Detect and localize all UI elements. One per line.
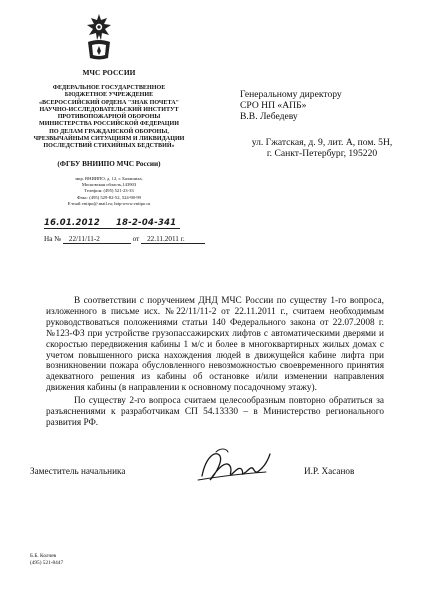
- ref-prefix: На №: [44, 235, 62, 243]
- executor-name: Б.Б. Колчев: [30, 553, 57, 559]
- executor-info: [30, 553, 63, 567]
- body-paragraph: По существу 2-го вопроса считаем целесообразным повторно обратиться за разъяснениями к разработчикам СП 54.13330 – в Министерство регионального развития РФ.: [46, 396, 384, 428]
- registration-number: 18-2-04-341: [116, 217, 177, 227]
- addressee-line: В.В. Лебедеву: [240, 111, 298, 122]
- letter-body: [46, 296, 384, 429]
- emchs-emblem-icon: [84, 12, 114, 62]
- org-line: ПО ДЕЛАМ ГРАЖДАНСКОЙ ОБОРОНЫ,: [49, 128, 169, 135]
- address-line: Факс: (495) 529-82-52, 524-98-99: [77, 194, 141, 200]
- ref-from: от: [132, 235, 140, 243]
- address-line: мкр. ВНИИПО, д. 12, г. Балашиха,: [75, 176, 143, 181]
- addressee: [240, 89, 342, 122]
- address-line: Телефон: (495) 521-23-33: [84, 188, 134, 194]
- ref-date: 22.11.2011 г.: [141, 235, 205, 244]
- addressee-address-line: г. Санкт-Петербург, 195220: [266, 148, 378, 159]
- org-line: ПОСЛЕДСТВИЙ СТИХИЙНЫХ БЕДСТВИЙ»: [43, 143, 175, 150]
- signer-title: Заместитель начальника: [30, 466, 126, 476]
- registration-underline: [44, 228, 180, 229]
- ref-number: 22/11/11-2: [63, 235, 131, 244]
- registration-date: 16.01.2012: [44, 217, 100, 227]
- address-line: E-mail:vniipo@.mail.ru; http:www.vniipo.ru: [67, 200, 151, 206]
- addressee-address-line: ул. Гжатская, д. 9, лит. А, пом. 5Н,: [251, 137, 393, 148]
- org-line: МИНИСТЕРСТВА РОССИЙСКОЙ ФЕДЕРАЦИИ: [39, 121, 179, 128]
- addressee-line: СРО НП «АПБ»: [240, 100, 307, 111]
- org-line: ФЕДЕРАЛЬНОЕ ГОСУДАРСТВЕННОЕ: [52, 85, 166, 91]
- reference-line: [44, 235, 205, 244]
- org-line: ЧРЕЗВЫЧАЙНЫМ СИТУАЦИЯМ И ЛИКВИДАЦИИ: [33, 136, 185, 143]
- body-paragraph: В соответствии с поручением ДНД МЧС России по существу 1-го вопроса, изложенного в письме исх. №22/11/11-2 от 22.11.2011 г., считаем необходимым руководствоваться положениями статьи 140 Федерального закона от 22.07.2008 г. №123-ФЗ при устройстве грузопассажирских лифтов с автоматическими дверями и скоростью передвижения кабины 1 м/с и более в многоквартирных жилых домах с учетом повышенного риска нахождения людей в движущейся кабине лифта при возникновении пожара обусловленного невозможностью своевременного принятия адекватного решения из кабины об остановке и/или изменении направления движения кабины (в направлении к основному посадочному этажу).: [46, 296, 384, 394]
- org-line: НАУЧНО-ИССЛЕДОВАТЕЛЬСКИЙ ИНСТИТУТ: [39, 106, 179, 113]
- org-line: БЮДЖЕТНОЕ УЧРЕЖДЕНИЕ: [64, 92, 154, 99]
- signer-name: И.Р. Хасанов: [304, 466, 355, 476]
- handwritten-signature: [196, 446, 274, 486]
- organization-full-name: [22, 85, 196, 151]
- organization-short-name: (ФГБУ ВНИИПО МЧС России): [57, 160, 161, 168]
- addressee-line: Генеральному директору: [240, 89, 342, 100]
- org-line: «ВСЕРОССИЙСКИЙ ОРДЕНА "ЗНАК ПОЧЕТА": [38, 99, 179, 106]
- registration-line: [44, 218, 180, 230]
- addressee-address: [227, 137, 417, 159]
- address-line: Московская область,143903: [81, 182, 137, 188]
- executor-phone: (495) 521-8447: [30, 560, 64, 566]
- sender-address: [22, 176, 196, 207]
- ministry-name: МЧС РОССИИ: [82, 68, 136, 77]
- org-line: ПРОТИВОПОЖАРНОЙ ОБОРОНЫ: [57, 114, 161, 121]
